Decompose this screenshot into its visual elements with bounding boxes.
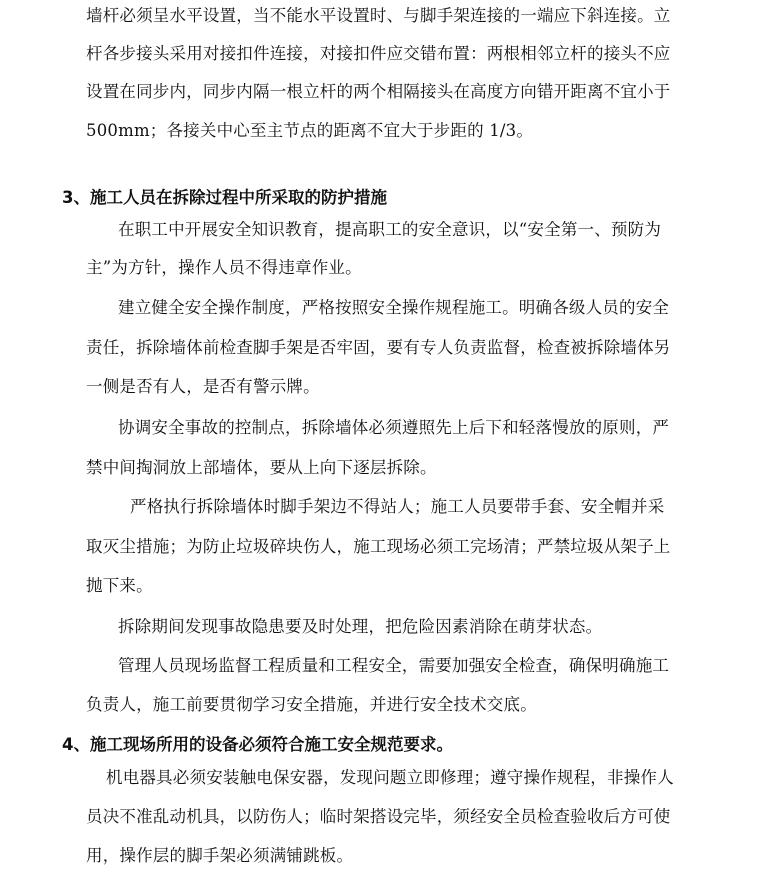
s3-p5-line-1: 拆除期间发现事故隐患要及时处理，把危险因素消除在萌芽状态。 — [118, 617, 603, 636]
s3-p6-line-2: 负责人，施工前要贯彻学习安全措施，并进行安全技术交底。 — [86, 695, 537, 714]
intro-line-1: 墙杆必须呈水平设置，当不能水平设置时、与脚手架连接的一端应下斜连接。立 — [86, 6, 671, 25]
intro-line-3: 设置在同步内，同步内隔一根立杆的两个相隔接头在高度方向错开距离不宜小于 — [86, 82, 671, 101]
s4-p1-line-3: 用，操作层的脚手架必须满铺跳板。 — [86, 846, 354, 865]
s3-p2-line-3: 一侧是否有人，是否有警示牌。 — [86, 377, 320, 396]
section-3-heading: 3、施工人员在拆除过程中所采取的防护措施 — [62, 188, 387, 207]
s4-p1-line-1: 机电器具必须安装触电保安器，发现问题立即修理；遵守操作规程，非操作人 — [106, 768, 674, 787]
s3-p1-line-1: 在职工中开展安全知识教育，提高职工的安全意识，以“安全第一、预防为 — [118, 220, 662, 239]
s3-p3-line-1: 协调安全事故的控制点，拆除墙体必须遵照先上后下和轻落慢放的原则，严 — [118, 418, 670, 437]
intro-line-4: 500mm；各接关中心至主节点的距离不宜大于步距的 1/3。 — [86, 121, 534, 140]
s3-p1-line-2: 主”为方针，操作人员不得违章作业。 — [86, 258, 362, 277]
s3-p4-line-2: 取灭尘措施；为防止垃圾碎块伤人，施工现场必须工完场清；严禁垃圾从架子上 — [86, 537, 671, 556]
s3-p4-line-3: 抛下来。 — [86, 576, 153, 595]
s4-p1-line-2: 员决不准乱动机具，以防伤人；临时架搭设完毕，须经安全员检查验收后方可使 — [86, 807, 671, 826]
intro-line-2: 杆各步接头采用对接扣件连接，对接扣件应交错布置：两根相邻立杆的接头不应 — [86, 44, 671, 63]
section-4-heading: 4、施工现场所用的设备必须符合施工安全规范要求。 — [62, 735, 453, 754]
s3-p4-line-1: 严格执行拆除墙体时脚手架边不得站人；施工人员要带手套、安全帽并采 — [130, 497, 665, 516]
s3-p6-line-1: 管理人员现场监督工程质量和工程安全，需要加强安全检查，确保明确施工 — [118, 656, 670, 675]
s3-p2-line-1: 建立健全安全操作制度，严格按照安全操作规程施工。明确各级人员的安全 — [118, 298, 670, 317]
s3-p2-line-2: 责任，拆除墙体前检查脚手架是否牢固，要有专人负责监督，检查被拆除墙体另 — [86, 338, 671, 357]
s3-p3-line-2: 禁中间掏洞放上部墙体，要从上向下逐层拆除。 — [86, 458, 437, 477]
